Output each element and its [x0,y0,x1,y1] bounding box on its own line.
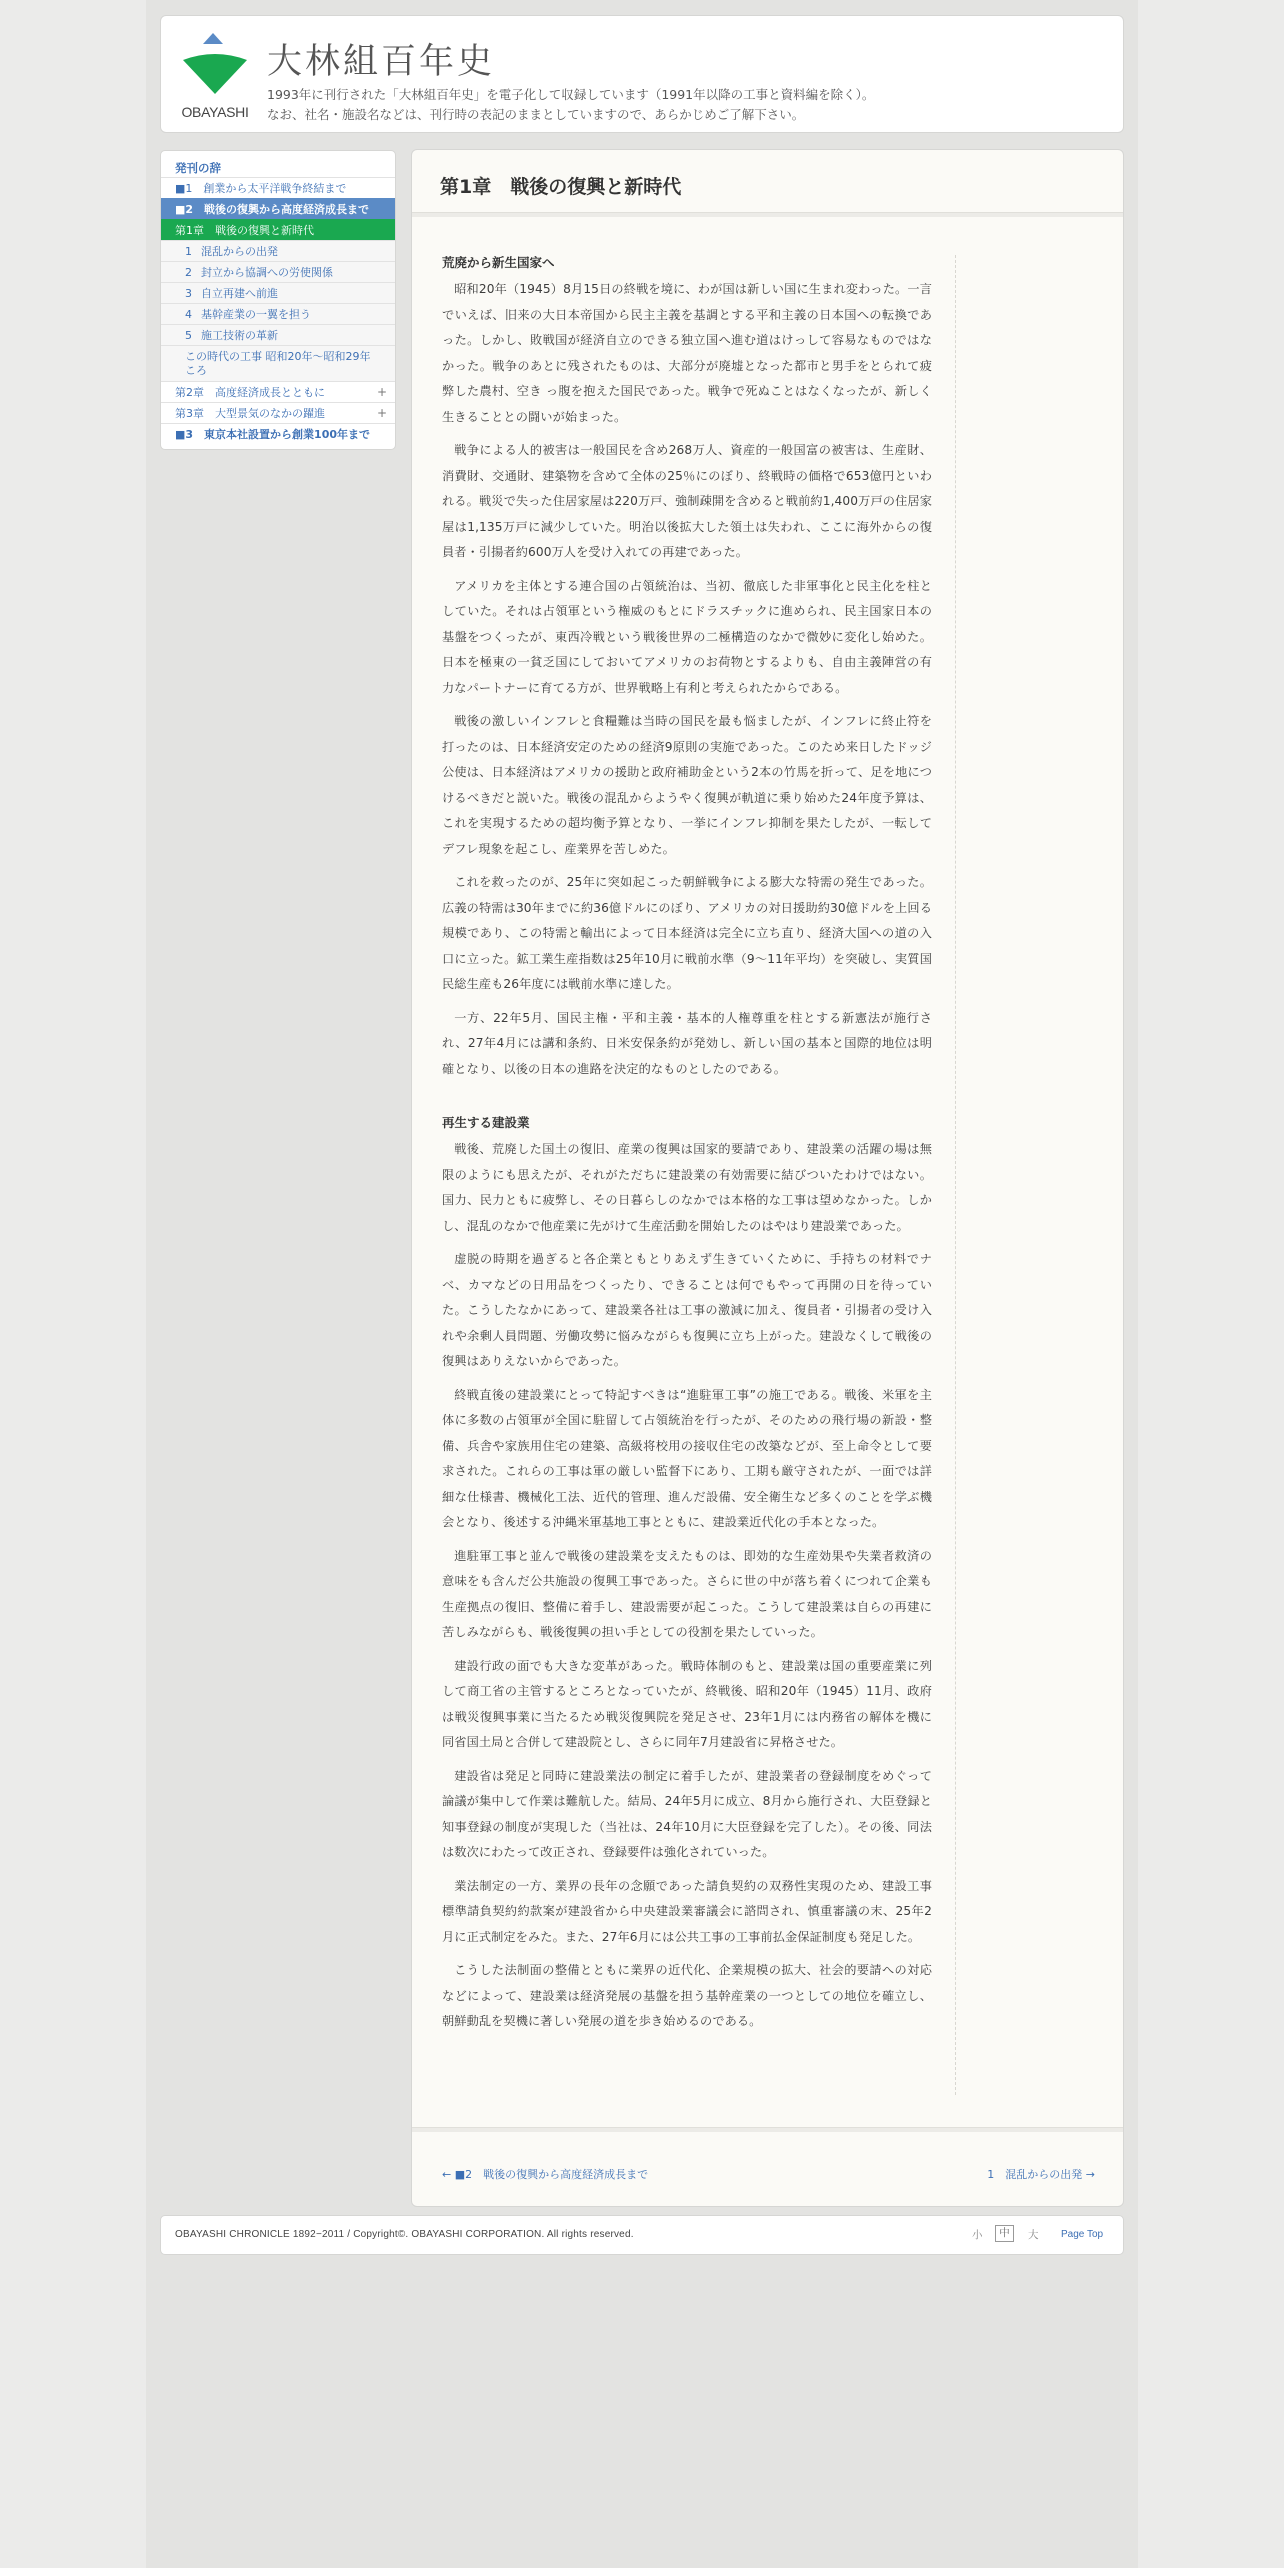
sidebar-item-number: 3 [185,286,192,300]
sidebar-item-label: 施工技術の革新 [201,329,278,342]
title-divider [412,212,1123,217]
expand-icon[interactable]: + [376,385,387,399]
sidebar-item-section3[interactable] [161,282,395,303]
paragraph: こうした法制面の整備とともに業界の近代化、企業規模の拡大、社会的要請への対応などによって、建設業は経済発展の基盤を担う基幹産業の一つとしての地位を確立し、朝鮮動乱を契機に著しい発展の道を歩き始めるのである。 [442,1963,932,2028]
logo-mark-icon [179,30,251,102]
sidebar-item-label: ころ [185,364,207,377]
main-article [411,149,1124,2207]
sidebar-item-chapter3[interactable] [161,402,395,423]
page-top-link[interactable]: Page Top [1061,2229,1104,2240]
sidebar-item-label: 第1章 戦後の復興と新時代 [175,223,314,237]
sidebar-item-label: この時代の工事 昭和20年〜昭和29年 [185,350,371,363]
site-title[interactable]: 大林組百年史 [267,42,496,82]
sidebar-item-label: 第3章 大型景気のなかの躍進 [175,407,325,420]
sidebar-item-section5[interactable] [161,324,395,345]
paragraph: 建設省は発足と同時に建設業法の制定に着手したが、建設業者の登録制度をめぐって論議が集中して作業は難航した。結局、24年5月に成立、8月から施行され、大臣登録と知事登録の制度が実現した（当社は、24年10月に大臣登録を完了した）。その後、同法は数次にわたって改正され、登録要件は強化されていった。 [442,1768,932,1859]
paragraph: 一方、22年5月、国民主権・平和主義・基本的人権尊重を柱とする新憲法が施行され、27年4月には講和条約、日米安保条約が発効し、新しい国の基本と国際的地位は明確となり、以後の日本の進路を決定的なものとしたのである。 [442,1010,932,1076]
bottom-divider [412,2127,1123,2132]
paragraph: アメリカを主体とする連合国の占領統治は、当初、徹底した非軍事化と民主化を柱としていた。それは占領軍という権威のもとにドラスチックに進められ、民主国家日本の基盤をつくったが、東西冷戦という戦後世界の二極構造のなかで微妙に変化し始めた。日本を極東の一貧乏国にしておいてアメリカのお荷物とするよりも、自由主義陣営の有力なパートナーに育てる方が、世界戦略上有利と考えられたからである。 [442,578,932,695]
sidebar-item-section2[interactable] [161,261,395,282]
sidebar-item-number: 4 [185,307,192,321]
paragraph: これを救ったのが、25年に突如起こった朝鮮戦争による膨大な特需の発生であった。広義の特需は30年までに約36億ドルにのぼり、アメリカの対日援助約30億ドルを上回る規模であり、この特需と輸出によって日本経済は完全に立ち直り、経済大国への道の入口に立った。鉱工業生産指数は25年10月に戦前水準（9〜11年平均）を突破し、実質国民総生産も26年度には戦前水準に達した。 [442,875,932,991]
sidebar-item-label: 基幹産業の一翼を担う [201,308,311,321]
prev-page-link[interactable]: ← ■2 戦後の復興から高度経済成長まで [442,2168,649,2181]
sidebar-item-works[interactable] [161,345,395,381]
sidebar-item-label: ■1 創業から太平洋戦争終結まで [175,182,347,195]
sidebar-item-label: 自立再建へ前進 [201,287,278,300]
article-body [442,253,932,2035]
paragraph: 建設行政の面でも大きな変革があった。戦時体制のもと、建設業は国の重要産業に列して商工省の主管するところとなっていたが、終戦後、昭和20年（1945）11月、政府は戦災復興事業に当たるため戦災復興院を発足させ、23年1月には内務省の解体を機に同省国土局と合併して建設院とし、さらに同年7月建設省に昇格させた。 [442,1658,932,1749]
copyright-text: OBAYASHI CHRONICLE 1892−2011 / Copyright©. OBAYASHI CORPORATION. All rights reserved. [175,2229,634,2240]
sidebar-item-label: 混乱からの出発 [201,245,278,258]
site-footer [160,2215,1124,2255]
sidebar-item-section1[interactable] [161,240,395,261]
font-size-medium-button[interactable]: 中 [995,2225,1014,2242]
sidebar-item-label: 第2章 高度経済成長とともに [175,386,325,399]
section-heading: 荒廃から新生国家へ [442,255,555,270]
sidebar-item-section4[interactable] [161,303,395,324]
font-size-small-button[interactable]: 小 [972,2229,983,2241]
site-description [267,85,874,125]
sidebar-item-part2[interactable] [161,198,395,219]
site-description-line: なお、社名・施設名などは、刊行時の表記のままとしていますので、あらかじめご了解下さい。 [267,107,805,122]
sidebar-item-part1[interactable] [161,177,395,198]
expand-icon[interactable]: + [376,406,387,420]
chapter-title: 第1章 戦後の復興と新時代 [440,176,682,198]
column-divider [955,255,956,2095]
sidebar-item-chapter1[interactable] [161,219,395,240]
site-description-line: 1993年に刊行された「大林組百年史」を電子化して収録しています（1991年以降の工事と資料編を除く）。 [267,87,875,102]
sidebar-item-label: ■3 東京本社設置から創業100年まで [175,428,371,441]
logo-text: OBAYASHI [181,104,249,120]
paragraph: 戦後の激しいインフレと食糧難は当時の国民を最も悩ましたが、インフレに終止符を打ったのは、日本経済安定のための経済9原則の実施であった。このため来日したドッジ公使は、日本経済はアメリカの援助と政府補助金という2本の竹馬を折って、足を地につけるべきだと説いた。戦後の混乱からようやく復興が軌道に乗り始めた24年度予算は、これを実現するための超均衡予算となり、一挙にインフレ抑制を果たしたが、一転してデフレ現象を起こし、産業界を苦しめた。 [442,714,932,856]
next-page-link[interactable]: 1 混乱からの出発 → [987,2168,1095,2181]
obayashi-logo[interactable] [179,30,247,120]
paragraph: 終戦直後の建設業にとって特記すべきは“進駐軍工事”の施工である。戦後、米軍を主体に多数の占領軍が全国に駐留して占領統治を行ったが、そのための飛行場の新設・整備、兵舎や家族用住宅の建築、高級将校用の接収住宅の改築などが、至上命令として要求された。これらの工事は軍の厳しい監督下にあり、工期も厳守されたが、一面では詳細な仕様書、機械化工法、近代的管理、進んだ設備、安全衛生など多くのことを学ぶ機会となり、後述する沖縄米軍基地工事とともに、建設業近代化の手本となった。 [442,1387,932,1529]
site-header [160,15,1124,133]
paragraph: 虚脱の時期を過ぎると各企業ともとりあえず生きていくために、手持ちの材料でナベ、カマなどの日用品をつくったり、できることは何でもやって再開の日を待っていた。こうしたなかにあって、建設業各社は工事の激減に加え、復員者・引揚者の受け入れや余剰人員問題、労働攻勢に悩みながらも復興に立ち上がった。建設なくして戦後の復興はありえないからであった。 [442,1252,932,1368]
paragraph: 戦後、荒廃した国土の復旧、産業の復興は国家的要請であり、建設業の活躍の場は無限のようにも思えたが、それがただちに建設業の有効需要に結びついたわけではない。国力、民力ともに疲弊し、その日暮らしのなかでは本格的な工事は望めなかった。しかし、混乱のなかで他産業に先がけて生産活動を開始したのはやはり建設業であった。 [442,1142,932,1233]
font-size-large-button[interactable]: 大 [1028,2229,1039,2241]
paragraph: 昭和20年（1945）8月15日の終戦を境に、わが国は新しい国に生まれ変わった。一言でいえば、旧来の大日本帝国から民主主義を基調とする平和主義の日本国への転換であった。しかし、敗戦国が経済自立のできる独立国へ進む道はけっして容易なものではなかった。戦争のあとに残されたものは、大部分が廃墟となった都市と男手をとられて疲弊した農村、空き っ腹を抱えた国民であった。戦争で死ぬことはなくなったが、新しく生きることとの闘いが始まった。 [442,282,932,424]
sidebar-item-label: ■2 戦後の復興から高度経済成長まで [175,202,370,216]
section-heading: 再生する建設業 [442,1115,530,1130]
sidebar-item-number: 2 [185,265,192,279]
sidebar-item-label: 封立から協調への労使関係 [201,266,333,279]
sidebar-nav [160,150,396,450]
paragraph: 進駐軍工事と並んで戦後の建設業を支えたものは、即効的な生産効果や失業者救済の意味をも含んだ公共施設の復興工事であった。さらに世の中が落ち着くにつれて企業も生産拠点の復旧、整備に着手し、建設需要が起こった。こうして建設業は自らの再建に苦しみながらも、戦後復興の担い手としての役割を果たしていった。 [442,1548,932,1639]
sidebar-item-part3[interactable] [161,423,395,444]
paragraph: 業法制定の一方、業界の長年の念願であった請負契約の双務性実現のため、建設工事標準請負契約約款案が建設省から中央建設業審議会に諮問され、慎重審議の末、25年2月に正式制定をみた。また、27年6月には公共工事の工事前払金保証制度も発足した。 [442,1878,932,1944]
sidebar-item-chapter2[interactable] [161,381,395,402]
sidebar-item-foreword[interactable]: 発刊の辞 [175,161,221,175]
sidebar-item-number: 5 [185,328,192,342]
paragraph: 戦争による人的被害は一般国民を含め268万人、資産的一般国富の被害は、生産財、消費財、交通財、建築物を含めて全体の25％にのぼり、終戦時の価格で653億円といわれる。戦災で失った住居家屋は220万戸、強制疎開を含めると戦前約1,400万戸の住居家屋は1,135万戸に減少していた。明治以後拡大した領土は失われ、ここに海外からの復員者・引揚者約600万人を受け入れての再建であった。 [442,443,932,559]
sidebar-item-number: 1 [185,244,192,258]
